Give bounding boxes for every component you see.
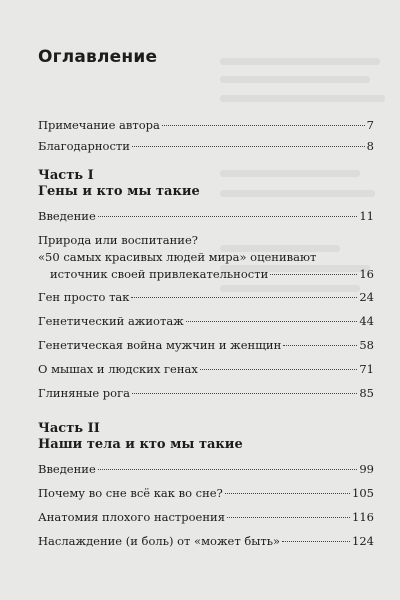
toc-entry: [38, 232, 374, 283]
dot-leader: [227, 517, 350, 518]
entry-page: 7: [366, 118, 374, 132]
dot-leader: [162, 125, 365, 126]
toc-entry: [38, 485, 374, 502]
entry-page: 105: [352, 486, 374, 500]
entry-title-line: Природа или воспитание?: [38, 233, 198, 247]
dot-leader: [98, 469, 358, 470]
entry-page: 58: [359, 338, 374, 352]
entry-page: 24: [359, 290, 374, 304]
entry-page: 116: [352, 510, 374, 524]
toc-entry: [38, 313, 374, 330]
part-number: Часть II: [38, 421, 100, 436]
part-title: Гены и кто мы такие: [38, 184, 200, 199]
entry-page: 85: [359, 386, 374, 400]
entry-page: 124: [352, 534, 374, 548]
entry-title: Анатомия плохого настроения: [38, 510, 225, 524]
entry-title: Почему во сне всё как во сне?: [38, 486, 223, 500]
entry-title: О мышах и людских генах: [38, 362, 198, 376]
entry-page: 99: [359, 462, 374, 476]
bleed-through-line: [220, 76, 370, 83]
entry-title: Введение: [38, 462, 96, 476]
dot-leader: [132, 146, 365, 147]
dot-leader: [283, 345, 357, 346]
toc-entry: [38, 337, 374, 354]
entry-title: Наслаждение (и боль) от «может быть»: [38, 534, 281, 548]
part-number: Часть I: [38, 168, 94, 183]
entry-title: Глиняные рога: [38, 386, 130, 400]
entry-page: 71: [359, 362, 374, 376]
dot-leader: [225, 493, 350, 494]
bleed-through-line: [220, 58, 380, 65]
entry-title: Генетическая война мужчин и женщин: [38, 338, 282, 352]
toc-entry: [38, 361, 374, 378]
toc-entry: [38, 289, 374, 306]
toc-entry: [38, 138, 374, 155]
entry-title: Примечание автора: [38, 118, 160, 132]
dot-leader: [98, 216, 358, 217]
dot-leader: [186, 321, 358, 322]
bleed-through-line: [220, 95, 385, 102]
toc-entry: [38, 208, 374, 225]
bleed-through-line: [220, 170, 360, 177]
entry-title: Благодарности: [38, 139, 130, 153]
toc-entry: [38, 117, 374, 134]
part-title: Наши тела и кто мы такие: [38, 437, 243, 452]
dot-leader: [131, 297, 357, 298]
part-heading: [38, 168, 200, 200]
entry-title: Генетический ажиотаж: [38, 314, 184, 328]
dot-leader: [200, 369, 357, 370]
page-title: Оглавление: [38, 47, 158, 67]
toc-entry: [38, 509, 374, 526]
entry-title: Ген просто так: [38, 290, 130, 304]
entry-page: 16: [359, 267, 374, 281]
entry-title: Введение: [38, 209, 96, 223]
toc-entry: [38, 533, 374, 550]
bleed-through-line: [220, 190, 375, 197]
entry-page: 8: [366, 139, 374, 153]
dot-leader: [282, 541, 350, 542]
part-heading: [38, 421, 243, 453]
entry-page: 11: [359, 209, 374, 223]
dot-leader: [132, 393, 357, 394]
entry-title-line: «50 самых красивых людей мира» оценивают: [38, 250, 317, 264]
dot-leader: [270, 274, 357, 275]
entry-page: 44: [359, 314, 374, 328]
entry-title-line: источник своей привлекательности: [50, 267, 269, 281]
toc-entry: [38, 461, 374, 478]
toc-entry: [38, 385, 374, 402]
